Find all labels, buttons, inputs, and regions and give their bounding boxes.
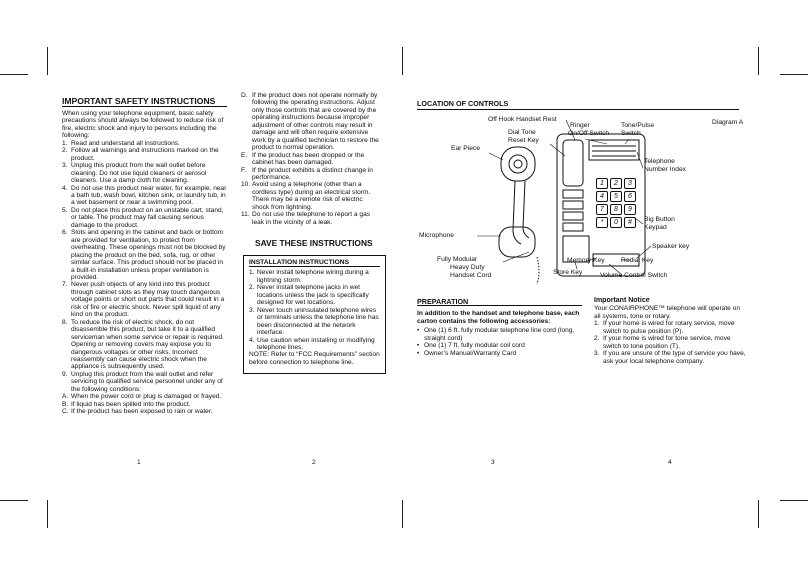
page1-column bbox=[62, 96, 227, 416]
callout-tone-pulse: Tone/Pulse bbox=[621, 122, 655, 129]
safety-item bbox=[62, 281, 227, 318]
installation-item-text: Use caution when installing or modifying telephone lines. bbox=[257, 336, 375, 351]
bullet-icon: • bbox=[417, 327, 420, 335]
page2-column bbox=[241, 92, 381, 248]
safety-item-text: Read and understand all instructions. bbox=[71, 139, 180, 147]
installation-item-number: 4. bbox=[249, 336, 255, 344]
keypad-key: 4 bbox=[596, 191, 608, 202]
keypad-key: 5 bbox=[610, 191, 622, 202]
safety-item-number: 9. bbox=[62, 370, 68, 378]
callout-ear-piece: Ear Piece bbox=[451, 145, 480, 152]
notice-item bbox=[594, 320, 746, 335]
safety-cont-item bbox=[241, 181, 381, 211]
keypad-key: 3 bbox=[624, 178, 636, 189]
safety-cont-item bbox=[241, 152, 381, 167]
accessories-list bbox=[417, 327, 582, 357]
accessory-item-text: Owner’s Manual/Warranty Card bbox=[424, 349, 517, 357]
safety-cont-item bbox=[241, 167, 381, 182]
callout-redial-key: Redial Key bbox=[621, 257, 654, 264]
accessory-item-text: One (1) 6 ft. fully modular telephone line cord (long, straight cord) bbox=[424, 327, 575, 342]
crop-mark bbox=[402, 500, 403, 528]
page-number: 2 bbox=[312, 459, 316, 466]
notice-item-number: 1. bbox=[594, 320, 600, 328]
notice-item-text: If your home is wired for tone service, move switch to tone position (T). bbox=[603, 335, 731, 350]
keypad-key: 6 bbox=[624, 191, 636, 202]
crop-mark bbox=[47, 47, 48, 75]
safety-list bbox=[62, 140, 227, 416]
safety-cont-item-text: If the product does not operate normally by following the operating instructions. Adjust only those controls that are covered by the operating instructions because improper adjustment of other controls may result in damage and will often require extensive work by a qualified technician to restore the product to normal operation. bbox=[252, 92, 379, 152]
callout-volume-control-switch: Volume Control Switch bbox=[600, 272, 668, 279]
safety-item-text: Unplug this product from the wall outlet before cleaning. Do not use liquid cleaners or aerosol cleaners. Use a damp cloth for cleaning. bbox=[71, 162, 207, 185]
safety-item bbox=[62, 371, 227, 393]
safety-cont-item-text: If the product has been dropped or the cabinet has been damaged. bbox=[252, 151, 365, 167]
safety-cont-item-text: If the product exhibits a distinct change in performance. bbox=[252, 166, 373, 181]
safety-item-number: B. bbox=[62, 400, 69, 408]
safety-item-text: To reduce the risk of electric shock, do not disassemble this product, but take it to a qualified serviceman when some service or repair is required. Opening or removing covers may expose you to dangerous voltages or other risks. Incorrect reassembly can cause electric shock when the appliance is subsequently used. bbox=[71, 318, 224, 371]
callout-handset-cord: Handset Cord bbox=[450, 272, 492, 279]
earpiece-shape bbox=[501, 147, 535, 181]
safety-item-text: Follow all warnings and instructions marked on the product. bbox=[71, 147, 219, 162]
safety-intro: When using your telephone equipment, basic safety precautions should always be followed to reduce risk of fire, electric shock and injury to persons including the following: bbox=[62, 110, 224, 140]
notice-item bbox=[594, 335, 746, 350]
safety-cont-item-text: Do not use the telephone to report a gas leak in the vicinity of a leak. bbox=[252, 211, 371, 226]
safety-item-number: 4. bbox=[62, 184, 68, 192]
safety-item-text: Never push objects of any kind into this product through cabinet slots as they may touch dangerous voltage points or short out parts that could result in a risk of fire or electric shock. Never spill liquid of any kind on the product. bbox=[71, 281, 225, 319]
safety-cont-item-number: D. bbox=[241, 92, 248, 99]
preparation-section bbox=[417, 298, 582, 357]
bullet-icon: • bbox=[417, 349, 420, 357]
safety-cont-item bbox=[241, 92, 381, 152]
callout-heavy-duty: Heavy Duty bbox=[450, 264, 485, 271]
callout-telephone: Telephone bbox=[644, 158, 675, 165]
safety-item-number: 3. bbox=[62, 162, 68, 170]
callout-microphone: Microphone bbox=[419, 232, 454, 239]
notice-intro: Your CONAIRPHONE™ telephone will operate on all systems, tone or rotary. bbox=[594, 305, 740, 320]
callout-dial-tone: Dial Tone bbox=[508, 129, 536, 136]
callout-switch: Switch bbox=[621, 130, 641, 137]
safety-item bbox=[62, 207, 227, 229]
safety-item bbox=[62, 140, 227, 147]
installation-item bbox=[249, 337, 380, 352]
big-button-keypad bbox=[596, 178, 636, 228]
handset-handle-left bbox=[513, 181, 521, 244]
callout-on-off-switch: On/Off Switch bbox=[568, 130, 610, 137]
diagram-a bbox=[417, 112, 744, 287]
installation-item-text: Never touch uninsulated telephone wires or terminals unless the telephone line has been disconnected at the network interface. bbox=[257, 306, 379, 337]
installation-item-number: 2. bbox=[249, 284, 255, 292]
diagram-label: Diagram A bbox=[712, 119, 744, 126]
notice-item bbox=[594, 350, 746, 365]
leader-line bbox=[635, 218, 643, 224]
safety-item-text: If liquid has been spilled into the product. bbox=[71, 400, 191, 408]
preparation-heading: PREPARATION bbox=[417, 298, 582, 306]
accessory-item bbox=[417, 327, 582, 342]
crop-mark bbox=[758, 500, 759, 528]
safety-item-text: Do not use this product near water, for example, near a bath tub, wash bowl, kitchen sink, or laundry tub, in a wet basement or near a swimming pool. bbox=[71, 184, 227, 207]
crop-mark bbox=[402, 47, 403, 75]
installation-item-text: Never install telephone jacks in wet locations unless the jack is specifically designed for wet locations. bbox=[257, 284, 369, 307]
crop-mark bbox=[758, 47, 759, 75]
safety-item bbox=[62, 408, 227, 415]
safety-item bbox=[62, 147, 227, 162]
crop-mark bbox=[0, 74, 28, 75]
page-number: 3 bbox=[491, 459, 495, 466]
crop-mark bbox=[780, 500, 808, 501]
bullet-icon: • bbox=[417, 342, 420, 350]
accessory-item bbox=[417, 350, 582, 357]
safety-item bbox=[62, 393, 227, 400]
callout-off-hook-handset-rest: Off Hook Handset Rest bbox=[488, 116, 557, 123]
callout-number-index: Number Index bbox=[644, 166, 687, 173]
safety-item-number: 7. bbox=[62, 281, 68, 289]
safety-item bbox=[62, 162, 227, 184]
safety-item bbox=[62, 229, 227, 281]
callout-ringer: Ringer bbox=[570, 122, 590, 129]
callout-reset-key: Reset Key bbox=[508, 137, 539, 144]
safety-item-text: Slots and opening in the cabinet and back or bottom are provided for ventilation, to protect from overheating. These openings must not be blocked by placing the product on the bed, sofa, rug, or other similar surface. This product should not be placed in a built-in installation unless proper ventilation is provided. bbox=[71, 229, 226, 281]
notice-item-text: If you are unsure of the type of service you have, ask your local telephone company. bbox=[603, 350, 746, 365]
safety-cont-item-text: Avoid using a telephone (other than a cordless type) during an electrical storm. There may be a remote risk of electric shock from lightning. bbox=[252, 181, 371, 211]
safety-cont-item-number: 10. bbox=[241, 181, 251, 189]
keypad-key: 9 bbox=[624, 204, 636, 215]
callout-fully-modular: Fully Modular bbox=[437, 256, 478, 263]
keypad-key: 0 bbox=[610, 217, 622, 228]
safety-item bbox=[62, 185, 227, 207]
safety-item-text: When the power cord or plug is damaged or frayed. bbox=[71, 393, 222, 401]
accessory-item bbox=[417, 342, 582, 349]
safety-item-text: Unplug this product from the wall outlet and refer servicing to qualified service personnel under any of the following conditions: bbox=[71, 370, 223, 393]
crop-mark bbox=[47, 500, 48, 528]
safety-heading: IMPORTANT SAFETY INSTRUCTIONS bbox=[62, 96, 227, 107]
safety-list-continued bbox=[241, 92, 381, 226]
safety-item-number: 8. bbox=[62, 318, 68, 326]
safety-item-text: Do not place this product on an unstable cart, stand, or table. The product may fall causing serious damage to the product. bbox=[71, 206, 224, 229]
preparation-intro: In addition to the handset and telephone base, each carton contains the following accessories: bbox=[417, 310, 580, 325]
installation-note: NOTE: Refer to “FCC Requirements” section before connection to telephone line. bbox=[249, 351, 380, 366]
callout-speaker-key: Speaker key bbox=[652, 243, 690, 250]
page-number: 1 bbox=[137, 459, 141, 466]
safety-item-number: 6. bbox=[62, 229, 68, 237]
installation-item bbox=[249, 269, 380, 284]
keypad-key: * bbox=[596, 217, 608, 228]
mouthpiece-shape bbox=[499, 227, 535, 257]
keypad-key: 8 bbox=[610, 204, 622, 215]
safety-cont-item bbox=[241, 211, 381, 226]
callout-big-button: Big Button bbox=[644, 216, 675, 223]
leader-line bbox=[489, 153, 503, 160]
installation-title: INSTALLATION INSTRUCTIONS bbox=[249, 259, 380, 267]
safety-cont-item-number: F. bbox=[241, 166, 247, 174]
installation-item bbox=[249, 284, 380, 306]
installation-item-number: 1. bbox=[249, 269, 255, 277]
notice-list bbox=[594, 320, 746, 365]
safety-item-number: A. bbox=[62, 393, 69, 401]
installation-item-number: 3. bbox=[249, 306, 255, 314]
installation-item bbox=[249, 307, 380, 337]
page-number: 4 bbox=[668, 459, 672, 466]
notice-item-number: 2. bbox=[594, 335, 600, 343]
crop-mark bbox=[780, 74, 808, 75]
safety-item-number: C. bbox=[62, 408, 69, 416]
notice-item-number: 3. bbox=[594, 350, 600, 358]
installation-list bbox=[249, 269, 380, 351]
crop-mark bbox=[0, 500, 28, 501]
safety-item bbox=[62, 319, 227, 371]
safety-item-number: 5. bbox=[62, 206, 68, 214]
keypad-key: # bbox=[624, 217, 636, 228]
callout-store-key: Store Key bbox=[553, 269, 583, 276]
safety-item-number: 1. bbox=[62, 139, 68, 147]
keypad-key: 7 bbox=[596, 204, 608, 215]
location-heading: LOCATION OF CONTROLS bbox=[417, 99, 739, 110]
important-notice-section bbox=[594, 297, 746, 365]
keypad-key: 2 bbox=[610, 178, 622, 189]
safety-cont-item-number: 11. bbox=[241, 211, 250, 219]
notice-heading: Important Notice bbox=[594, 297, 650, 304]
accessory-item-text: One (1) 7 ft. fully modular coil cord bbox=[424, 342, 525, 350]
callout-memory-key: Memory Key bbox=[567, 257, 605, 264]
save-instructions-heading: SAVE THESE INSTRUCTIONS bbox=[255, 238, 373, 249]
safety-cont-item-number: E. bbox=[241, 151, 248, 159]
safety-item-text: If the product has been exposed to rain or water. bbox=[71, 408, 213, 416]
coil-cord bbox=[537, 257, 539, 284]
safety-item-number: 2. bbox=[62, 147, 68, 155]
safety-item bbox=[62, 401, 227, 408]
installation-item-text: Never install telephone wiring during a lightning storm. bbox=[257, 269, 369, 284]
installation-box bbox=[243, 255, 386, 374]
callout-keypad: Keypad bbox=[644, 224, 667, 231]
notice-item-text: If your home is wired for rotary service, move switch to pulse position (P). bbox=[603, 320, 735, 335]
keypad-key: 1 bbox=[596, 178, 608, 189]
